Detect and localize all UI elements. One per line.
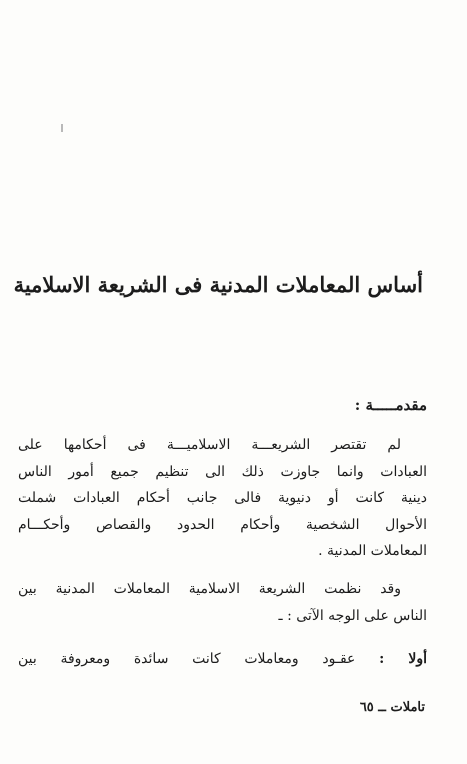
text-line: العبادات وانما جاوزت ذلك الى تنظيم جميع أمور الناس — [18, 463, 427, 480]
text-line: دينية كانت أو دنيوية فالى جانب أحكام العبادات شملت — [18, 490, 427, 506]
text-line: وقد نظمت الشريعة الاسلامية المعاملات المدنية بين — [18, 581, 401, 597]
text-line: الناس على الوجه الآتى : ـ — [278, 607, 427, 624]
text-line — [18, 646, 427, 673]
paragraph-2 — [18, 576, 427, 629]
text-line: لم تقتصر الشريعـــة الاسلاميـــة فى أحكامها على — [18, 437, 401, 453]
paragraph-3 — [18, 646, 427, 673]
scan-speck — [61, 124, 63, 132]
text-line: المعاملات المدنية . — [318, 543, 427, 559]
section-heading: مقدمـــــة : — [354, 396, 427, 414]
page-title: أساس المعاملات المدنية فى الشريعة الاسلامية — [13, 272, 423, 298]
paragraph-lead: أولا : — [379, 651, 427, 667]
paragraph-1 — [18, 432, 427, 565]
text-line: الأحوال الشخصية وأحكام الحدود والقصاص وأحكـــام — [18, 516, 427, 533]
paragraph-text: عقـود ومعاملات كانت سائدة ومعروفة بين — [18, 651, 356, 667]
page-footer: تاملات ــ ٦٥ — [359, 700, 425, 715]
